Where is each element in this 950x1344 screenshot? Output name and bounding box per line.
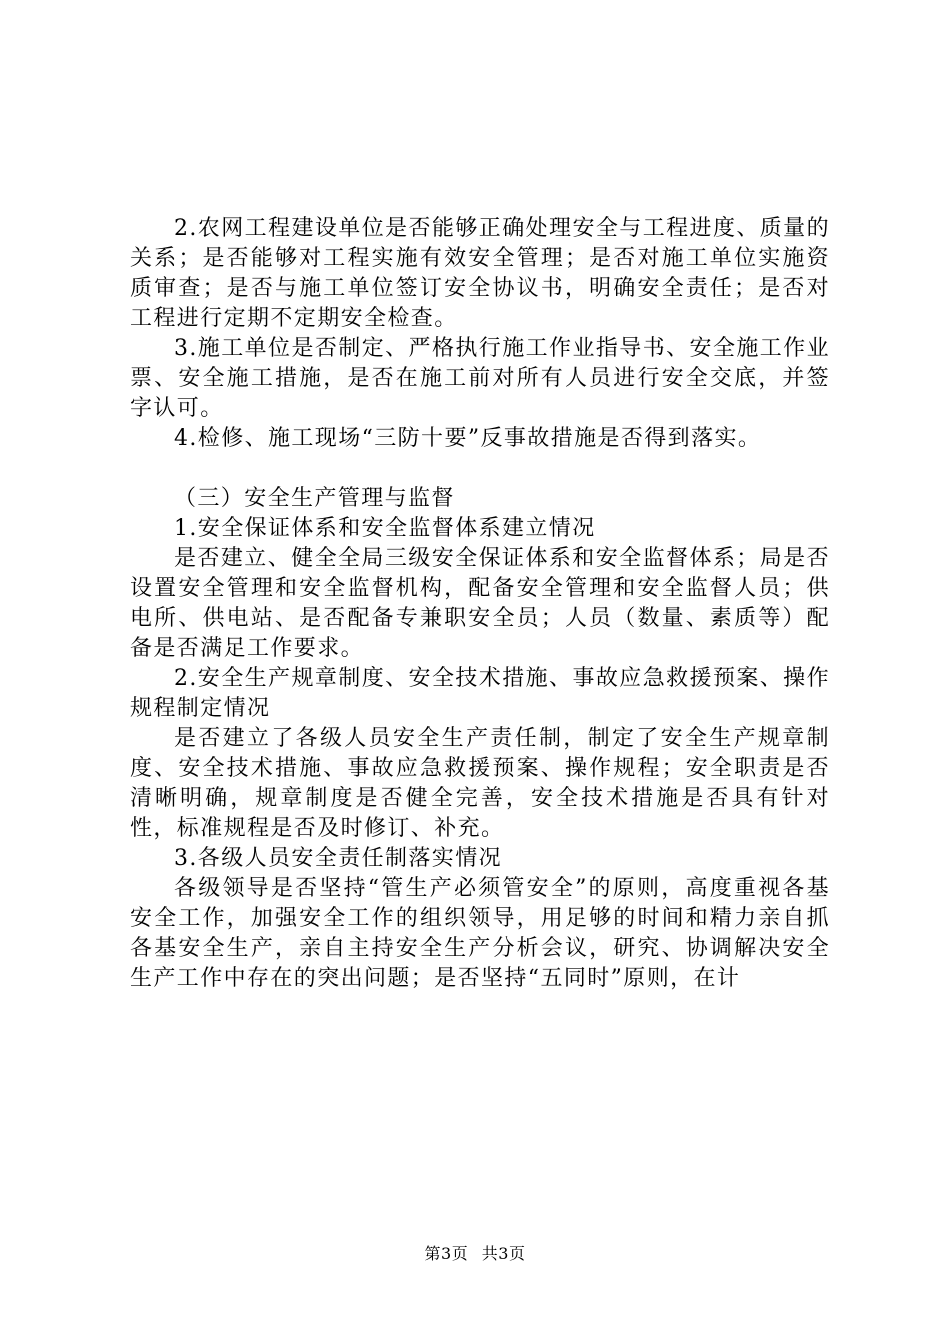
page-number: 第3页 <box>424 1244 469 1263</box>
page-footer <box>0 1244 950 1264</box>
subheading-1: 1.安全保证体系和安全监督体系建立情况 <box>174 516 596 541</box>
paragraph-3: 各级领导是否坚持“管生产必须管安全”的原则，高度重视各基安全工作，加强安全工作的组织领导，用足够的时间和精力亲自抓各基安全生产，亲自主持安全生产分析会议，研究、协调解决安全生产工作中存在的突出问题；是否坚持“五同时”原则，在计 <box>130 876 830 991</box>
page-total: 共3页 <box>481 1244 526 1263</box>
section-heading: （三）安全生产管理与监督 <box>174 486 455 511</box>
paragraph-1: 是否建立、健全全局三级安全保证体系和安全监督体系；局是否设置安全管理和安全监督机构，配备安全管理和安全监督人员；供电所、供电站、是否配备专兼职安全员；人员（数量、素质等）配备是否满足工作要求。 <box>130 546 830 661</box>
paragraph-2: 是否建立了各级人员安全生产责任制，制定了安全生产规章制度、安全技术措施、事故应急救援预案、操作规程；安全职责是否清晰明确，规章制度是否健全完善，安全技术措施是否具有针对性，标准规程是否及时修订、补充。 <box>130 726 830 841</box>
section-b <box>130 484 830 994</box>
subheading-3: 3.各级人员安全责任制落实情况 <box>174 846 502 871</box>
paragraph-item-4: 4.检修、施工现场“三防十要”反事故措施是否得到落实。 <box>174 426 762 451</box>
paragraph-item-3: 3.施工单位是否制定、严格执行施工作业指导书、安全施工作业票、安全施工措施，是否在施工前对所有人员进行安全交底，并签字认可。 <box>130 336 830 421</box>
subheading-2: 2.安全生产规章制度、安全技术措施、事故应急救援预案、操作规程制定情况 <box>130 666 830 721</box>
paragraph-item-2: 2.农网工程建设单位是否能够正确处理安全与工程进度、质量的关系；是否能够对工程实施有效安全管理；是否对施工单位实施资质审查；是否与施工单位签订安全协议书，明确安全责任；是否对工程进行定期不定期安全检查。 <box>130 216 830 331</box>
section-a <box>130 214 830 454</box>
